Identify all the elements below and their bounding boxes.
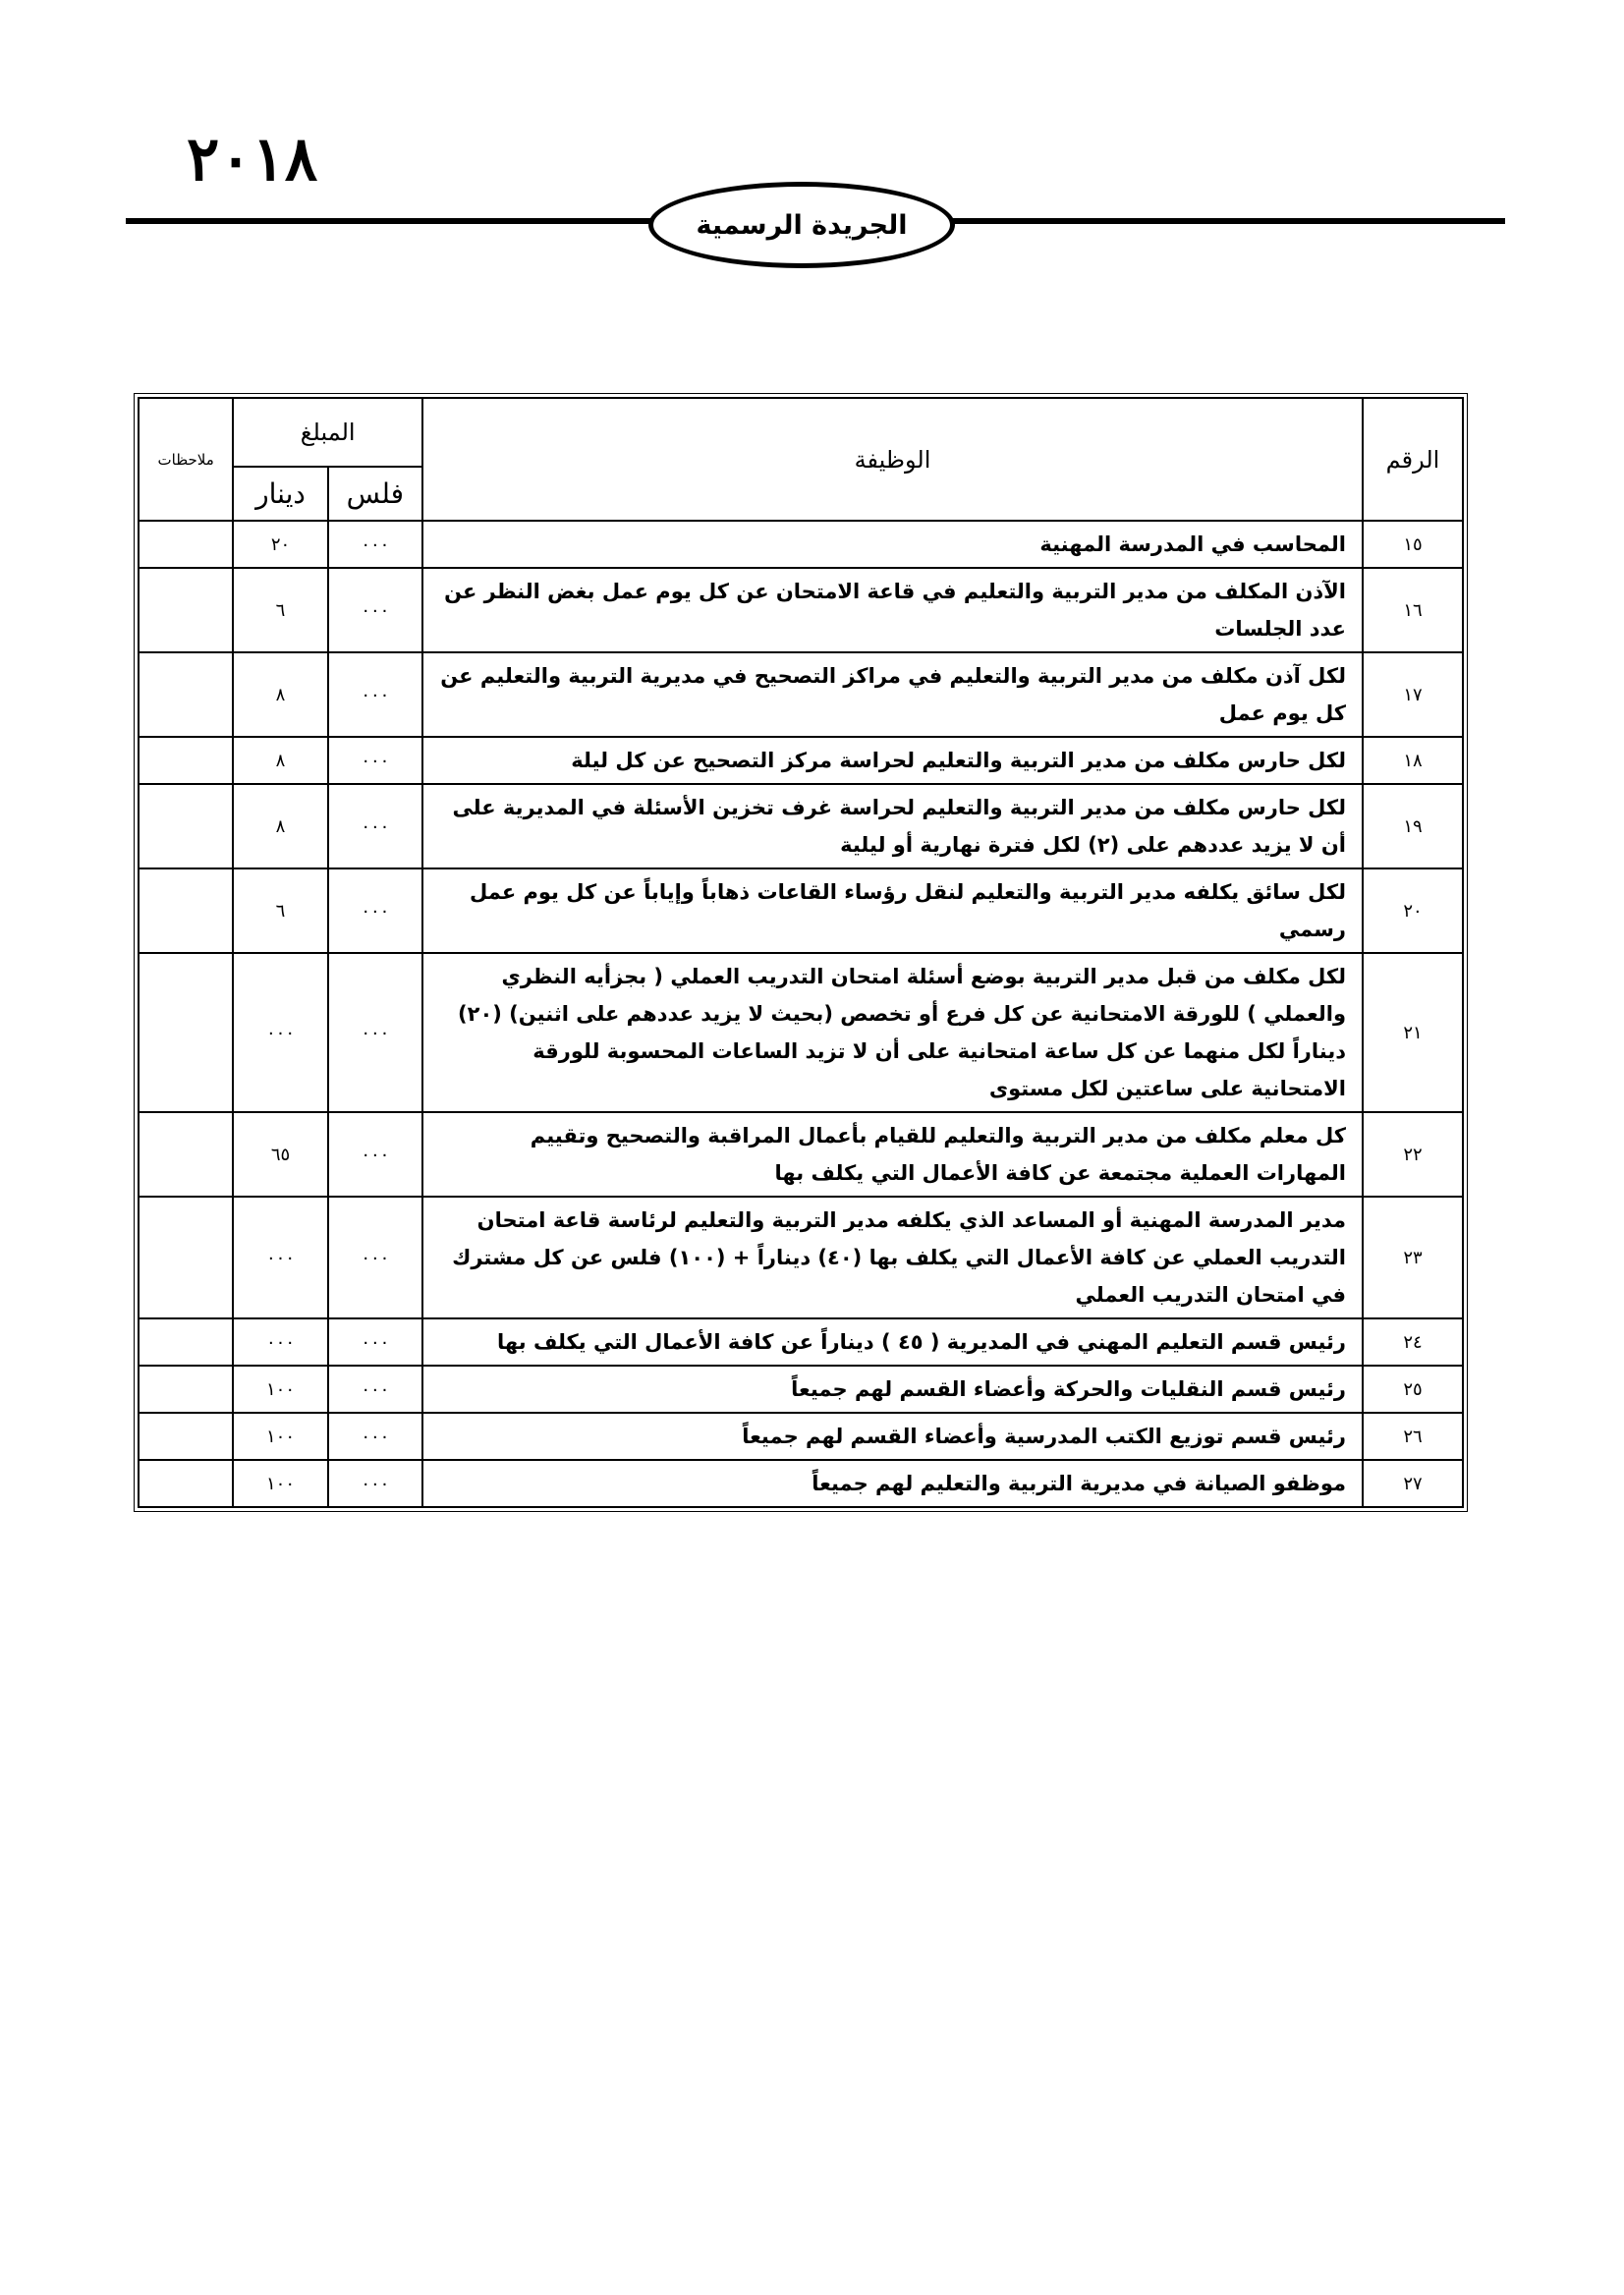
header-number: الرقم (1363, 398, 1463, 521)
row-dinar: ١٠٠ (233, 1413, 327, 1460)
row-function: كل معلم مكلف من مدير التربية والتعليم للقيام بأعمال المراقبة والتصحيح وتقييم المهارات العملية مجتمعة عن كافة الأعمال التي يكلف بها (422, 1112, 1363, 1197)
table-row (139, 784, 1463, 868)
table-row (139, 868, 1463, 953)
row-function: موظفو الصيانة في مديرية التربية والتعليم لهم جميعاً (422, 1460, 1363, 1507)
row-notes (139, 1197, 233, 1318)
row-number: ٢١ (1363, 953, 1463, 1112)
row-number: ٢٢ (1363, 1112, 1463, 1197)
header-amount: المبلغ (233, 398, 422, 467)
row-fils: ٠٠٠ (328, 784, 422, 868)
table-row (139, 1413, 1463, 1460)
row-fils: ٠٠٠ (328, 521, 422, 568)
row-fils: ٠٠٠ (328, 652, 422, 737)
header-function: الوظيفة (422, 398, 1363, 521)
row-dinar: ٨ (233, 652, 327, 737)
row-dinar: ١٠٠ (233, 1460, 327, 1507)
row-dinar: ٦ (233, 868, 327, 953)
row-number: ١٩ (1363, 784, 1463, 868)
table-row (139, 1112, 1463, 1197)
table-row (139, 1366, 1463, 1413)
row-function: مدير المدرسة المهنية أو المساعد الذي يكلفه مدير التربية والتعليم لرئاسة قاعة امتحان التدريب العملي عن كافة الأعمال التي يكلف بها (٤٠) ديناراً + (١٠٠) فلس عن كل مشترك في امتحان التدريب العملي (422, 1197, 1363, 1318)
table-row (139, 521, 1463, 568)
row-fils: ٠٠٠ (328, 737, 422, 784)
row-notes (139, 521, 233, 568)
row-number: ٢٧ (1363, 1460, 1463, 1507)
row-dinar: ٨ (233, 737, 327, 784)
row-fils: ٠٠٠ (328, 1460, 422, 1507)
row-number: ٢٠ (1363, 868, 1463, 953)
row-dinar: ٠٠٠ (233, 953, 327, 1112)
row-dinar: ٠٠٠ (233, 1318, 327, 1366)
row-dinar: ٠٠٠ (233, 1197, 327, 1318)
row-notes (139, 868, 233, 953)
table-row (139, 953, 1463, 1112)
table-header (139, 398, 1463, 521)
row-number: ٢٤ (1363, 1318, 1463, 1366)
row-notes (139, 953, 233, 1112)
row-fils: ٠٠٠ (328, 868, 422, 953)
row-function: رئيس قسم النقليات والحركة وأعضاء القسم لهم جميعاً (422, 1366, 1363, 1413)
row-number: ٢٥ (1363, 1366, 1463, 1413)
row-function: لكل سائق يكلفه مدير التربية والتعليم لنقل رؤساء القاعات ذهاباً وإياباً عن كل يوم عمل رسمي (422, 868, 1363, 953)
table-row (139, 1318, 1463, 1366)
row-number: ١٥ (1363, 521, 1463, 568)
row-dinar: ٨ (233, 784, 327, 868)
masthead-oval (648, 182, 955, 268)
row-notes (139, 784, 233, 868)
row-notes (139, 1318, 233, 1366)
row-fils: ٠٠٠ (328, 1413, 422, 1460)
row-dinar: ٦ (233, 568, 327, 652)
row-fils: ٠٠٠ (328, 1112, 422, 1197)
row-function: رئيس قسم توزيع الكتب المدرسية وأعضاء القسم لهم جميعاً (422, 1413, 1363, 1460)
row-function: الآذن المكلف من مدير التربية والتعليم في قاعة الامتحان عن كل يوم عمل بغض النظر عن عدد الجلسات (422, 568, 1363, 652)
row-notes (139, 652, 233, 737)
row-notes (139, 568, 233, 652)
table-row (139, 1197, 1463, 1318)
table-row (139, 652, 1463, 737)
row-function: رئيس قسم التعليم المهني في المديرية ( ٤٥ ) ديناراً عن كافة الأعمال التي يكلف بها (422, 1318, 1363, 1366)
row-dinar: ١٠٠ (233, 1366, 327, 1413)
header-row-top (139, 398, 1463, 467)
row-fils: ٠٠٠ (328, 568, 422, 652)
row-notes (139, 1413, 233, 1460)
row-fils: ٠٠٠ (328, 1197, 422, 1318)
row-notes (139, 1460, 233, 1507)
row-number: ١٧ (1363, 652, 1463, 737)
row-function: لكل حارس مكلف من مدير التربية والتعليم لحراسة غرف تخزين الأسئلة في المديرية على أن لا يزيد عددهم على (٢) لكل فترة نهارية أو ليلية (422, 784, 1363, 868)
header-dinar: دينار (233, 467, 327, 521)
page-number: ٢٠١٨ (187, 123, 318, 195)
allowances-table (138, 397, 1464, 1508)
row-dinar: ٦٥ (233, 1112, 327, 1197)
row-function: المحاسب في المدرسة المهنية (422, 521, 1363, 568)
row-function: لكل حارس مكلف من مدير التربية والتعليم لحراسة مركز التصحيح عن كل ليلة (422, 737, 1363, 784)
row-fils: ٠٠٠ (328, 1318, 422, 1366)
row-number: ٢٣ (1363, 1197, 1463, 1318)
table-body (139, 521, 1463, 1507)
row-notes (139, 1366, 233, 1413)
header-notes: ملاحظات (139, 398, 233, 521)
allowances-table-frame (134, 393, 1468, 1512)
table-row (139, 568, 1463, 652)
row-notes (139, 1112, 233, 1197)
row-notes (139, 737, 233, 784)
row-fils: ٠٠٠ (328, 953, 422, 1112)
masthead-title: الجريدة الرسمية (696, 209, 908, 241)
row-fils: ٠٠٠ (328, 1366, 422, 1413)
table-row (139, 737, 1463, 784)
row-function: لكل آذن مكلف من مدير التربية والتعليم في مراكز التصحيح في مديرية التربية والتعليم عن كل يوم عمل (422, 652, 1363, 737)
row-number: ١٦ (1363, 568, 1463, 652)
row-number: ٢٦ (1363, 1413, 1463, 1460)
row-function: لكل مكلف من قبل مدير التربية بوضع أسئلة امتحان التدريب العملي ( بجزأيه النظري والعملي ) للورقة الامتحانية عن كل فرع أو تخصص (بحيث لا يزيد عددهم على اثنين) (٢٠) ديناراً لكل منهما عن كل ساعة امتحانية على أن لا تزيد الساعات المحسوبة للورقة الامتحانية على ساعتين لكل مستوى (422, 953, 1363, 1112)
row-dinar: ٢٠ (233, 521, 327, 568)
row-number: ١٨ (1363, 737, 1463, 784)
header-fils: فلس (328, 467, 422, 521)
table-row (139, 1460, 1463, 1507)
